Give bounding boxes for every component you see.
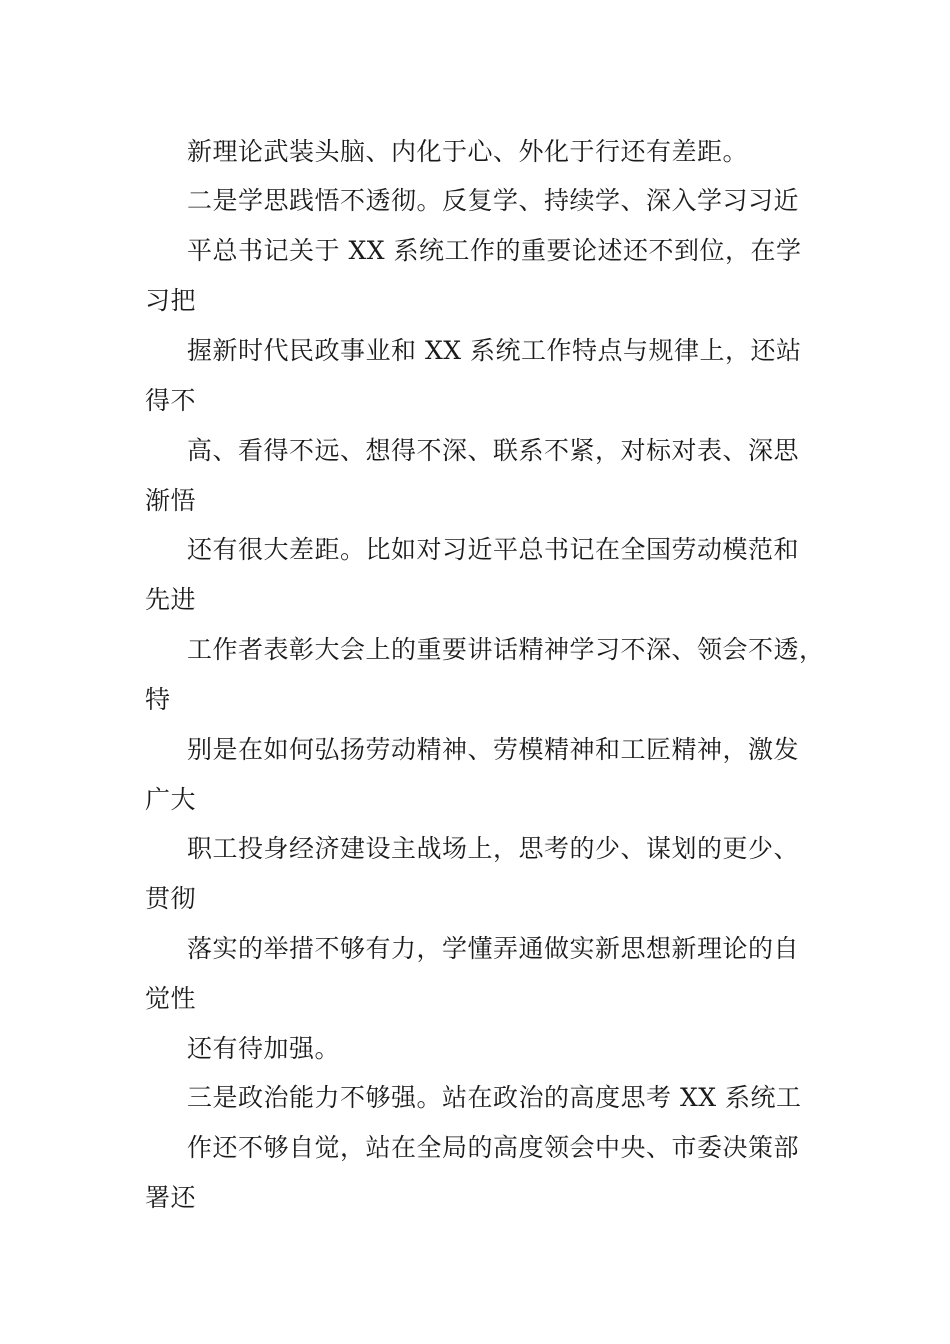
text-line: 平总书记关于 XX 系统工作的重要论述还不到位，在学 (187, 236, 802, 265)
text-line: 还有待加强。 (187, 1034, 341, 1063)
text-line: 习把 (145, 286, 197, 315)
text-line: 高、看得不远、想得不深、联系不紧，对标对表、深思 (187, 436, 800, 465)
text-line: 作还不够自觉，站在全局的高度领会中央、市委决策部 (187, 1133, 800, 1162)
text-line: 得不 (145, 386, 197, 415)
text-line: 握新时代民政事业和 XX 系统工作特点与规律上，还站 (187, 336, 802, 365)
text-line: 新理论武装头脑、内化于心、外化于行还有差距。 (187, 137, 749, 166)
text-line: 还有很大差距。比如对习近平总书记在全国劳动模范和 (187, 535, 800, 564)
text-line: 觉性 (145, 984, 197, 1013)
text-line: 工作者表彰大会上的重要讲话精神学习不深、领会不透， (187, 635, 825, 664)
text-line: 职工投身经济建设主战场上，思考的少、谋划的更少、 (187, 834, 800, 863)
text-line: 署还 (145, 1183, 197, 1212)
text-line: 渐悟 (145, 486, 197, 515)
text-line: 二是学思践悟不透彻。反复学、持续学、深入学习习近 (187, 186, 800, 215)
text-line: 落实的举措不够有力，学懂弄通做实新思想新理论的自 (187, 934, 800, 963)
text-line: 别是在如何弘扬劳动精神、劳模精神和工匠精神，激发 (187, 735, 800, 764)
text-line: 三是政治能力不够强。站在政治的高度思考 XX 系统工 (187, 1083, 802, 1112)
text-line: 广大 (145, 785, 197, 814)
text-line: 先进 (145, 585, 197, 614)
text-line: 特 (145, 685, 171, 714)
text-line: 贯彻 (145, 884, 197, 913)
